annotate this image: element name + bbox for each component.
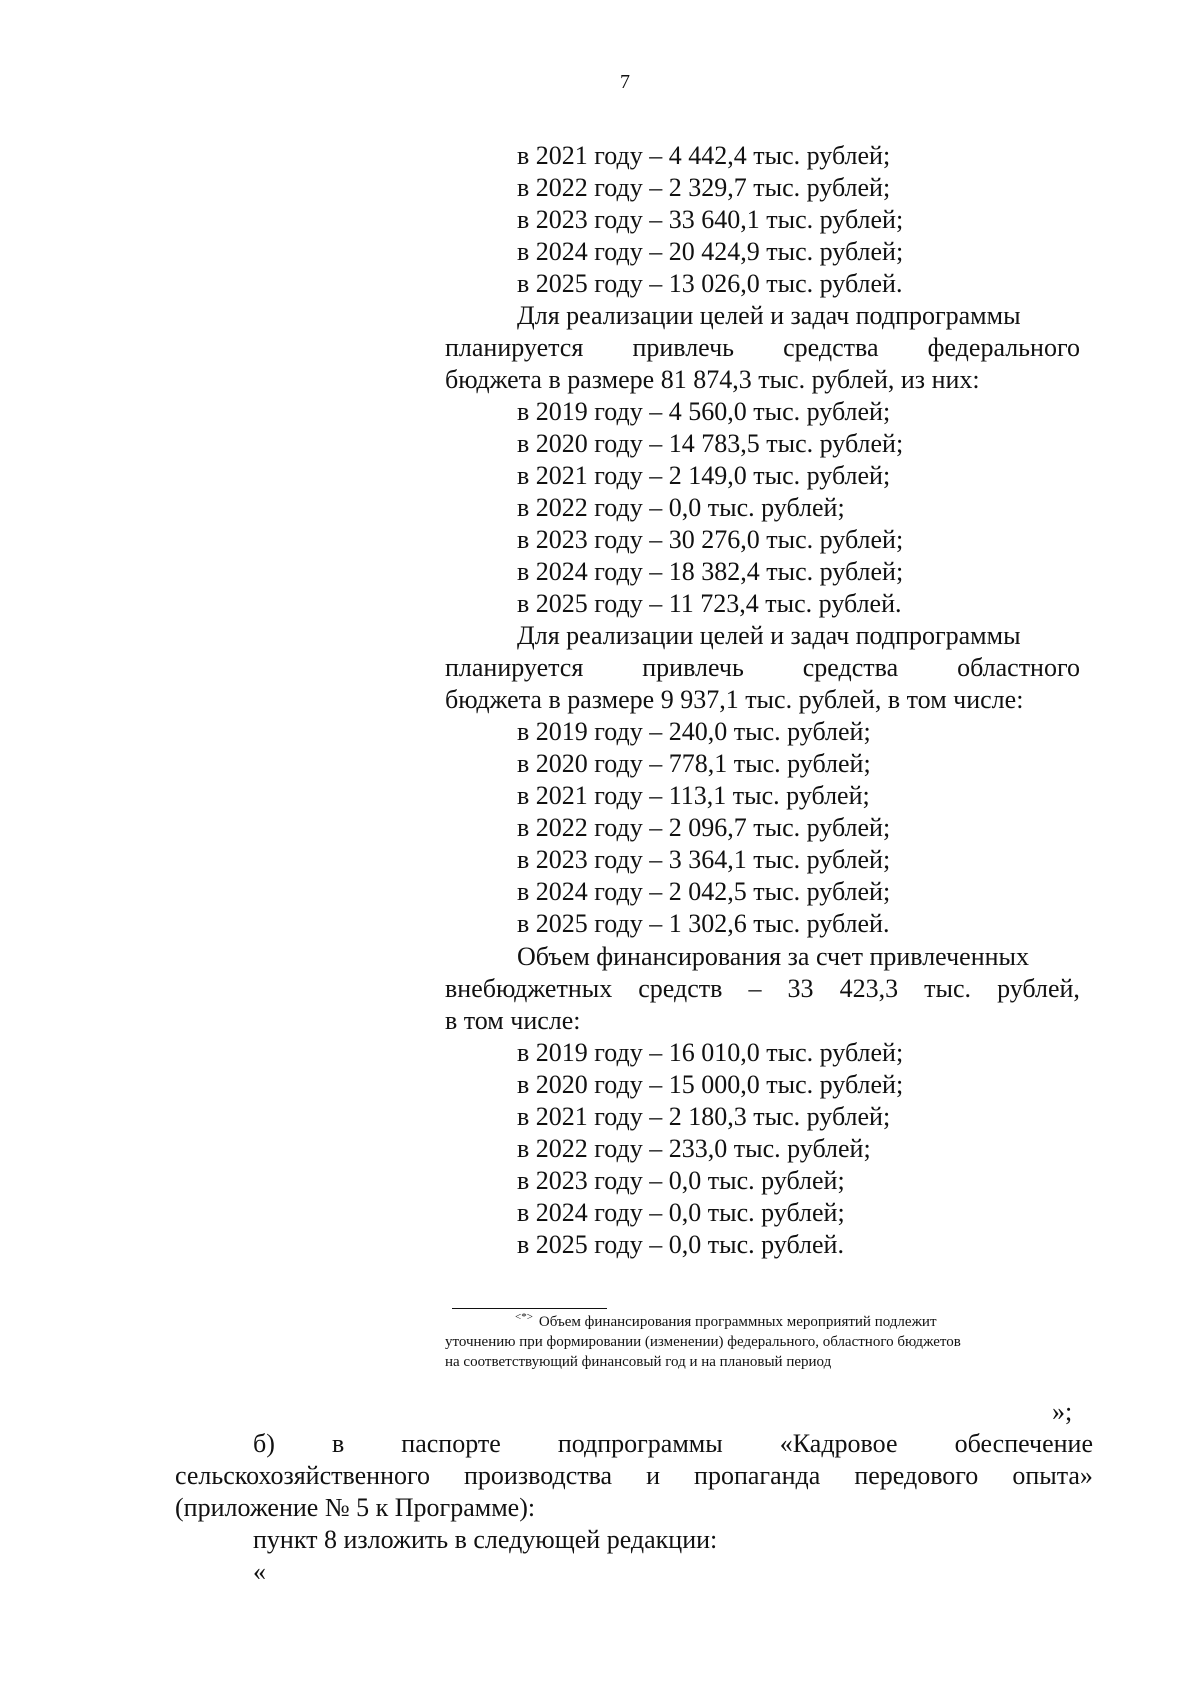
item-b-justified-line: [175, 1428, 1093, 1460]
year-line: в 2023 году – 30 276,0 тыс. рублей;: [517, 525, 904, 554]
local-budget-years: [445, 140, 1080, 300]
year-line: в 2020 году – 14 783,5 тыс. рублей;: [517, 429, 904, 458]
word: планируется: [445, 333, 584, 362]
federal-justified-line: [445, 332, 1080, 364]
word: средств: [638, 974, 723, 1003]
word: паспорте: [401, 1429, 501, 1458]
word: «Кадровое: [779, 1429, 898, 1458]
extrabudget-intro-line: Объем финансирования за счет привлеченных: [517, 942, 1029, 971]
item-b-instruction-line: пункт 8 изложить в следующей редакции:: [253, 1525, 718, 1554]
word: подпрограммы: [557, 1429, 723, 1458]
footnote-text: Объем финансирования программных мероприятий подлежит: [538, 1314, 937, 1330]
page-number: 7: [620, 71, 630, 93]
footnote-mark: <*>: [515, 1311, 533, 1323]
year-line: в 2021 году – 4 442,4 тыс. рублей;: [517, 141, 891, 170]
opening-quote: «: [253, 1557, 266, 1586]
year-line: в 2025 году – 0,0 тыс. рублей.: [517, 1230, 844, 1259]
year-line: в 2025 году – 13 026,0 тыс. рублей.: [517, 269, 903, 298]
year-line: в 2019 году – 240,0 тыс. рублей;: [517, 717, 871, 746]
word: передового: [854, 1461, 979, 1490]
word: средства: [802, 653, 899, 682]
year-line: в 2020 году – 778,1 тыс. рублей;: [517, 749, 871, 778]
word: обеспечение: [954, 1429, 1093, 1458]
year-line: в 2024 году – 20 424,9 тыс. рублей;: [517, 237, 904, 266]
word: средства: [783, 333, 879, 362]
word: сельскохозяйственного: [175, 1461, 430, 1490]
federal-funding-section: [445, 300, 1080, 620]
federal-total-line: бюджета в размере 81 874,3 тыс. рублей, из них:: [445, 365, 980, 394]
word: б): [253, 1429, 275, 1458]
extrabudget-funding-section: [445, 941, 1080, 1261]
year-line: в 2021 году – 2 180,3 тыс. рублей;: [517, 1102, 891, 1131]
word: планируется: [445, 653, 584, 682]
item-b-paragraph: [175, 1428, 1093, 1588]
word: производства: [464, 1461, 613, 1490]
year-line: в 2022 году – 0,0 тыс. рублей;: [517, 493, 845, 522]
year-line: в 2022 году – 2 329,7 тыс. рублей;: [517, 173, 891, 202]
word: внебюджетных: [445, 974, 613, 1003]
extrabudget-total-line: в том числе:: [445, 1006, 581, 1035]
year-line: в 2024 году – 0,0 тыс. рублей;: [517, 1198, 845, 1227]
year-line: в 2019 году – 16 010,0 тыс. рублей;: [517, 1038, 904, 1067]
year-line: в 2022 году – 233,0 тыс. рублей;: [517, 1134, 871, 1163]
footnote-text: на соответствующий финансовый год и на плановый период: [445, 1354, 832, 1370]
regional-intro-line: Для реализации целей и задач подпрограммы: [517, 621, 1021, 650]
year-line: в 2023 году – 0,0 тыс. рублей;: [517, 1166, 845, 1195]
regional-total-line: бюджета в размере 9 937,1 тыс. рублей, в том числе:: [445, 685, 1024, 714]
footnote-first-line: [445, 1312, 1085, 1332]
word: и: [646, 1461, 661, 1490]
word: в: [331, 1429, 345, 1458]
year-line: в 2020 году – 15 000,0 тыс. рублей;: [517, 1070, 904, 1099]
year-line: в 2024 году – 18 382,4 тыс. рублей;: [517, 557, 904, 586]
year-line: в 2024 году – 2 042,5 тыс. рублей;: [517, 877, 891, 906]
regional-justified-line: [445, 652, 1080, 684]
year-line: в 2025 году – 1 302,6 тыс. рублей.: [517, 909, 890, 938]
word: рублей,: [997, 974, 1080, 1003]
footnote-text: уточнению при формировании (изменении) федерального, областного бюджетов: [445, 1334, 961, 1350]
word: опыта»: [1012, 1461, 1093, 1490]
word: федерального: [927, 333, 1080, 362]
item-b-appendix-line: (приложение № 5 к Программе):: [175, 1493, 536, 1522]
word: привлечь: [632, 333, 734, 362]
word: 423,3: [839, 974, 899, 1003]
word: областного: [957, 653, 1080, 682]
extrabudget-justified-line: [445, 973, 1080, 1005]
closing-quote: »;: [1052, 1397, 1073, 1426]
word: тыс.: [924, 974, 972, 1003]
federal-intro-line: Для реализации целей и задач подпрограммы: [517, 301, 1021, 330]
year-line: в 2025 году – 11 723,4 тыс. рублей.: [517, 589, 902, 618]
year-line: в 2022 году – 2 096,7 тыс. рублей;: [517, 813, 891, 842]
year-line: в 2023 году – 3 364,1 тыс. рублей;: [517, 845, 891, 874]
year-line: в 2023 году – 33 640,1 тыс. рублей;: [517, 205, 904, 234]
word: –: [748, 974, 762, 1003]
year-line: в 2021 году – 113,1 тыс. рублей;: [517, 781, 870, 810]
regional-funding-section: [445, 620, 1080, 940]
item-b-justified-line: [175, 1460, 1093, 1492]
year-line: в 2019 году – 4 560,0 тыс. рублей;: [517, 397, 891, 426]
word: привлечь: [642, 653, 744, 682]
footnote: [445, 1312, 1085, 1372]
word: пропаганда: [694, 1461, 821, 1490]
year-line: в 2021 году – 2 149,0 тыс. рублей;: [517, 461, 891, 490]
word: 33: [787, 974, 814, 1003]
